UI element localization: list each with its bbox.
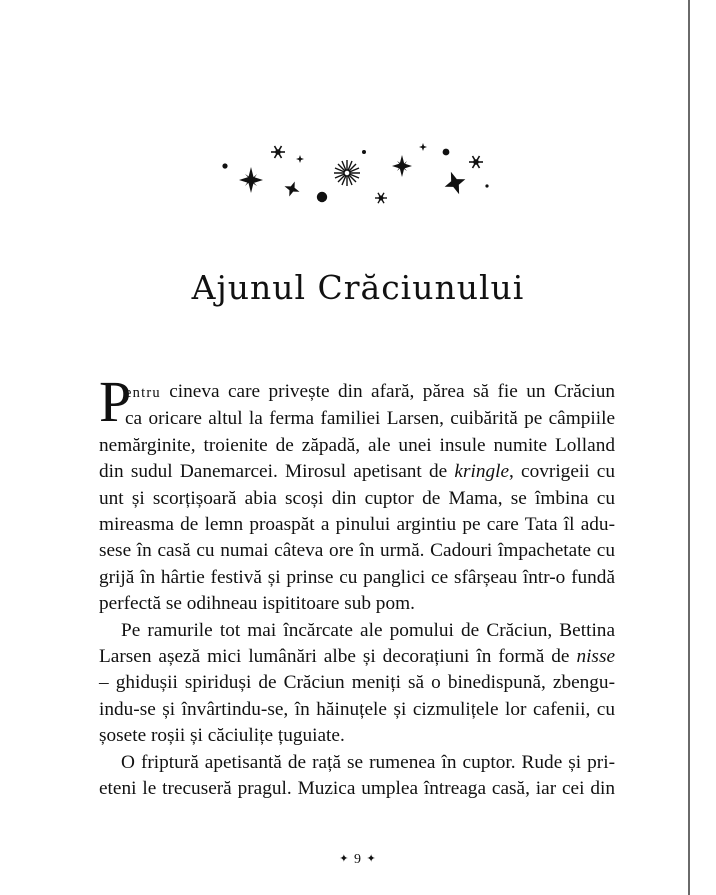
sparkle-icon <box>282 179 303 200</box>
text-span: , covrigeii cu <box>509 461 615 483</box>
drop-cap: P <box>99 369 132 434</box>
diamond-star-icon <box>441 168 470 198</box>
text-span: Larsen așeză mici lumânări albe și decorațiuni în formă de <box>99 646 577 668</box>
text-line: mireasma de lemn proaspăt a pinului argintiu pe care Tata îl adu- <box>99 514 615 536</box>
starburst-icon <box>334 160 360 186</box>
dot-icon <box>222 163 227 168</box>
text-line: perfectă se odihneau ispititoare sub pom. <box>99 593 415 615</box>
star-right-icon: ✦ <box>366 853 377 865</box>
paragraph-1 <box>99 369 615 618</box>
dot-icon <box>443 149 450 156</box>
text-span: din sudul Danemarcei. Mirosul apetisant de <box>99 461 455 483</box>
italic-term: nisse <box>576 646 615 668</box>
text-span: cineva care privește din afară, părea să fie un Crăciun <box>160 381 615 402</box>
star-left-icon: ✦ <box>339 853 350 865</box>
small-star-icon <box>296 155 304 163</box>
page-number-value: 9 <box>354 852 362 867</box>
paragraph-3 <box>99 750 615 803</box>
star-icon <box>239 167 263 193</box>
snowflake-ornament <box>210 135 500 215</box>
text-line: – ghidușii spiriduși de Crăciun meniți să o binedispună, zbengu- <box>99 672 615 694</box>
text-line: indu-se și învârtindu-se, în hăinuțele și cizmulițele lor cafenii, cu <box>99 698 615 720</box>
text-line: eteni le trecuseră pragul. Muzica umplea întreaga casă, iar cei din <box>99 778 615 800</box>
text-line: sese în casă cu numai câteva ore în urmă. Cadouri împachetate cu <box>99 540 615 562</box>
paragraph-2 <box>99 618 615 750</box>
text-line: unt și scorțișoară abia scoși din cuptor de Mama, se îmbina cu <box>99 487 615 509</box>
chapter-title: Ajunul Crăciunului <box>191 268 525 307</box>
text-line <box>99 379 615 406</box>
dot-icon <box>485 184 488 187</box>
text-line: șosete roșii și căciulițe țuguiate. <box>99 725 345 747</box>
text-line: Pe ramurile tot mai încărcate ale pomului de Crăciun, Bettina <box>121 619 615 641</box>
text-line: ca oricare altul la ferma familiei Larsen, cuibărită pe câmpiile <box>125 408 615 430</box>
snowflake-icon <box>271 146 285 158</box>
text-line <box>99 644 615 670</box>
italic-term: kringle <box>454 461 510 483</box>
snowflake-icon <box>469 156 483 168</box>
text-line: nemărginite, troienite de zăpadă, ale unei insule numite Lolland <box>99 434 615 456</box>
dot-icon <box>362 150 366 154</box>
smallcaps-lead: entru <box>125 385 161 401</box>
page-edge-divider <box>688 0 690 895</box>
text-line: O friptură apetisantă de rață se rumenea în cuptor. Rude și pri- <box>121 751 615 773</box>
chapter-body <box>99 369 615 803</box>
star-icon <box>392 155 412 177</box>
page-number <box>0 852 716 868</box>
text-line <box>99 459 615 485</box>
dot-icon <box>317 192 327 202</box>
text-line: grijă în hârtie festivă și prinse cu panglici ce sfârșeau într-o fundă <box>99 566 615 588</box>
small-star-icon <box>419 143 427 151</box>
snowflake-icon <box>375 193 387 203</box>
